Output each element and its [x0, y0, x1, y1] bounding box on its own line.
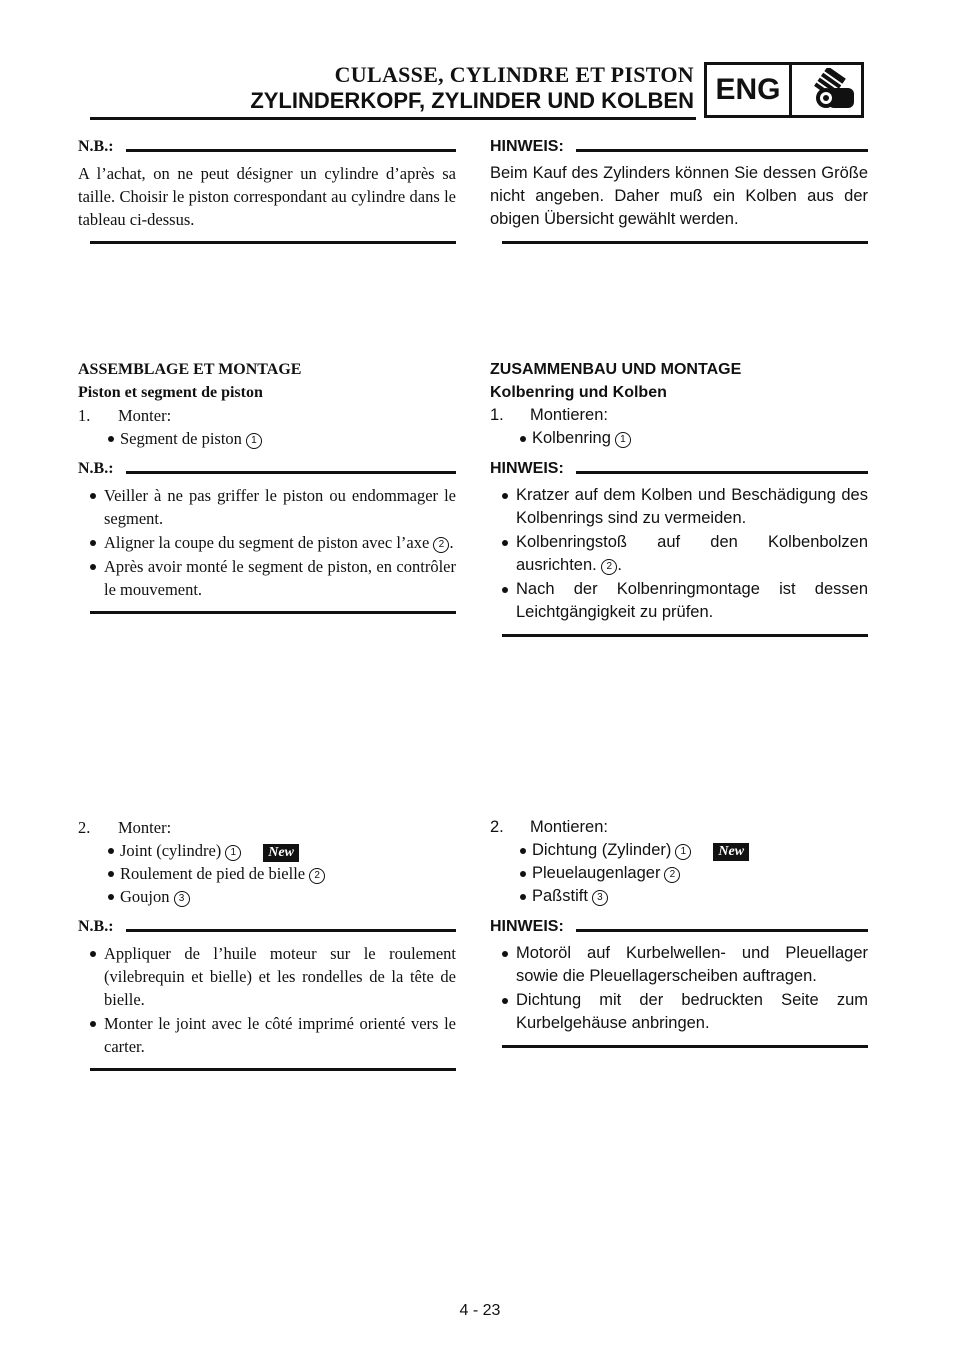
new-part-badge: New	[263, 844, 299, 862]
page-number: 4 - 23	[459, 1302, 501, 1319]
list-item: Kolbenringstoß auf den Kolbenbolzen ausrichten. 2 .	[490, 531, 868, 577]
de-note-1	[490, 136, 868, 244]
step-1: 1. Monter:	[78, 406, 172, 425]
list-item: Dichtung (Zylinder) 1 New	[490, 839, 868, 862]
divider	[126, 929, 456, 932]
list-item: Motoröl auf Kurbelwellen- und Pleuellager sowie die Pleuellagerscheiben auftragen.	[490, 942, 868, 988]
ref-number: 2	[664, 867, 680, 883]
note-label: HINWEIS:	[490, 918, 564, 935]
de-assembly-section	[490, 358, 868, 637]
divider	[126, 471, 456, 474]
subsection-title: Piston et segment de piston	[78, 384, 263, 401]
note-label: N.B.:	[78, 918, 114, 935]
section-title: ZUSAMMENBAU UND MONTAGE	[490, 361, 742, 378]
list-item: Appliquer de l’huile moteur sur le roulement (vilebrequin et bielle) et les rondelles de la tête de bielle.	[78, 942, 456, 1011]
divider	[576, 149, 868, 152]
divider	[502, 1045, 868, 1048]
section-tab	[704, 62, 864, 118]
note-label: HINWEIS:	[490, 138, 564, 155]
list-item: Kratzer auf dem Kolben und Beschädigung des Kolbenrings sind zu vermeiden.	[490, 484, 868, 530]
subsection-title: Kolbenring und Kolben	[490, 384, 667, 401]
ref-number: 2	[601, 559, 617, 575]
note-text: Beim Kauf des Zylinders können Sie dessen Größe nicht angeben. Daher muß ein Kolben aus der obigen Übersicht gewählt werden.	[490, 164, 868, 228]
note-text: A l’achat, on ne peut désigner un cylindre d’après sa taille. Choisir le piston correspondant au cylindre dans le tableau ci-dessus.	[78, 164, 456, 229]
step-1: 1. Montieren:	[490, 406, 608, 424]
list-item: Aligner la coupe du segment de piston avec l’axe 2 .	[78, 531, 456, 554]
note-label: N.B.:	[78, 460, 114, 477]
ref-number: 2	[433, 537, 449, 553]
step-2: 2. Montieren:	[490, 818, 608, 836]
divider	[90, 611, 456, 614]
list-item: Monter le joint avec le côté imprimé orienté vers le carter.	[78, 1012, 456, 1058]
list-item: Segment de piston 1	[78, 427, 456, 450]
de-step-2-section	[490, 816, 868, 1048]
ref-number: 1	[615, 432, 631, 448]
section-title: ASSEMBLAGE ET MONTAGE	[78, 361, 302, 378]
header-rule	[90, 117, 696, 120]
list-item: Veiller à ne pas griffer le piston ou endommager le segment.	[78, 484, 456, 530]
ref-number: 2	[309, 868, 325, 884]
divider	[576, 471, 868, 474]
divider	[90, 1068, 456, 1071]
divider	[502, 634, 868, 637]
divider	[576, 929, 868, 932]
fr-assembly-section	[78, 358, 456, 614]
ref-number: 3	[174, 891, 190, 907]
list-item: Dichtung mit der bedruckten Seite zum Kurbelgehäuse anbringen.	[490, 989, 868, 1035]
list-item: Roulement de pied de bielle 2	[78, 862, 456, 885]
list-item: Kolbenring 1	[490, 427, 868, 450]
divider	[126, 149, 456, 152]
note-label: HINWEIS:	[490, 460, 564, 477]
ref-number: 1	[246, 433, 262, 449]
list-item: Paßstift 3	[490, 885, 868, 908]
list-item: Nach der Kolbenringmontage ist dessen Leichtgängigkeit zu prüfen.	[490, 578, 868, 624]
divider	[90, 241, 456, 244]
header-title-de: ZYLINDERKOPF, ZYLINDER UND KOLBEN	[250, 88, 694, 113]
engine-piston-icon	[792, 65, 861, 115]
note-label: N.B.:	[78, 138, 114, 155]
section-label: ENG	[707, 65, 792, 115]
header-title-fr: CULASSE, CYLINDRE ET PISTON	[334, 62, 694, 87]
list-item: Pleuelaugenlager 2	[490, 862, 868, 885]
step-2: 2. Monter:	[78, 818, 172, 837]
divider	[502, 241, 868, 244]
ref-number: 3	[592, 890, 608, 906]
list-item: Après avoir monté le segment de piston, en contrôler le mouvement.	[78, 555, 456, 601]
fr-note-1	[78, 136, 456, 244]
list-item: Joint (cylindre) 1 New	[78, 839, 456, 862]
ref-number: 1	[225, 845, 241, 861]
list-item: Goujon 3	[78, 885, 456, 908]
fr-step-2-section	[78, 816, 456, 1071]
ref-number: 1	[675, 844, 691, 860]
new-part-badge: New	[713, 843, 749, 861]
